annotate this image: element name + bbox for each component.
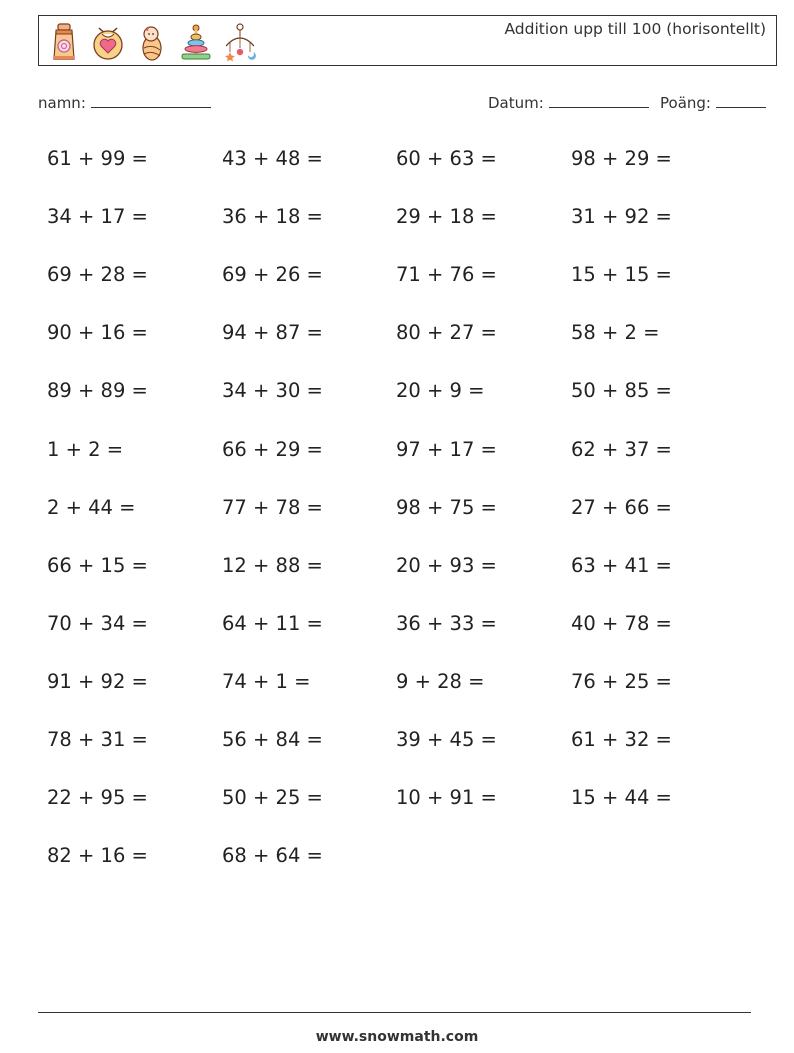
addition-problem: 94 + 87 = [222,321,323,345]
addition-problem: 80 + 27 = [396,321,497,345]
addition-problem: 58 + 2 = [571,321,660,345]
name-label: namn: [38,94,86,112]
addition-problem: 69 + 26 = [222,263,323,287]
addition-problem: 31 + 92 = [571,205,672,229]
addition-problem: 98 + 29 = [571,147,672,170]
addition-problem: 43 + 48 = [222,147,323,170]
addition-problem: 60 + 63 = [396,147,497,170]
addition-problem: 15 + 15 = [571,263,672,287]
addition-problem: 39 + 45 = [396,728,497,751]
baby-bottle-icon [47,22,81,62]
score-blank[interactable] [716,93,766,108]
date-blank[interactable] [549,93,649,108]
name-field [38,93,211,112]
addition-problem: 1 + 2 = [47,437,124,461]
date-label: Datum: [488,94,544,112]
addition-problem: 61 + 32 = [571,728,672,751]
addition-problem: 29 + 18 = [396,205,497,229]
addition-problem: 66 + 29 = [222,437,323,461]
addition-problem: 66 + 15 = [47,553,148,577]
addition-problem: 27 + 66 = [571,495,672,519]
baby-mobile-icon [223,22,257,62]
addition-problem: 62 + 37 = [571,437,672,461]
addition-problem: 97 + 17 = [396,437,497,461]
addition-problem: 22 + 95 = [47,786,148,810]
addition-problem: 77 + 78 = [222,495,323,519]
header-icons [47,22,257,62]
addition-problem: 64 + 11 = [222,611,323,635]
addition-problem: 9 + 28 = [396,669,485,693]
worksheet-header [38,15,777,66]
footer-url: www.snowmath.com [315,1029,479,1045]
addition-problem: 56 + 84 = [222,728,323,751]
addition-problem: 68 + 64 = [222,844,323,868]
addition-problem: 76 + 25 = [571,669,672,693]
addition-problem: 90 + 16 = [47,321,148,345]
addition-problem: 63 + 41 = [571,553,672,577]
addition-problem: 20 + 9 = [396,379,485,403]
addition-problem: 20 + 93 = [396,553,497,577]
addition-problem: 74 + 1 = [222,669,311,693]
addition-problem: 34 + 17 = [47,205,148,229]
footer-divider [38,1012,751,1013]
name-blank[interactable] [91,93,211,108]
score-field [660,93,766,112]
addition-problem: 82 + 16 = [47,844,148,868]
addition-problem: 10 + 91 = [396,786,497,810]
addition-problem: 40 + 78 = [571,611,672,635]
addition-problem: 50 + 85 = [571,379,672,403]
addition-problem: 2 + 44 = [47,495,136,519]
addition-problem: 71 + 76 = [396,263,497,287]
swaddled-baby-icon [135,22,169,62]
addition-problem: 12 + 88 = [222,553,323,577]
addition-problem: 70 + 34 = [47,611,148,635]
addition-problem: 15 + 44 = [571,786,672,810]
date-field [488,93,649,112]
addition-problem: 69 + 28 = [47,263,148,287]
addition-problem: 61 + 99 = [47,147,148,170]
score-label: Poäng: [660,94,711,112]
addition-problem: 34 + 30 = [222,379,323,403]
addition-problem: 98 + 75 = [396,495,497,519]
addition-problem: 36 + 18 = [222,205,323,229]
worksheet-title: Addition upp till 100 (horisontellt) [504,20,766,38]
addition-problem: 91 + 92 = [47,669,148,693]
addition-problem: 36 + 33 = [396,611,497,635]
addition-problem: 50 + 25 = [222,786,323,810]
bib-icon [91,22,125,62]
addition-problem: 78 + 31 = [47,728,148,751]
stacking-rings-icon [179,22,213,62]
addition-problem: 89 + 89 = [47,379,148,403]
